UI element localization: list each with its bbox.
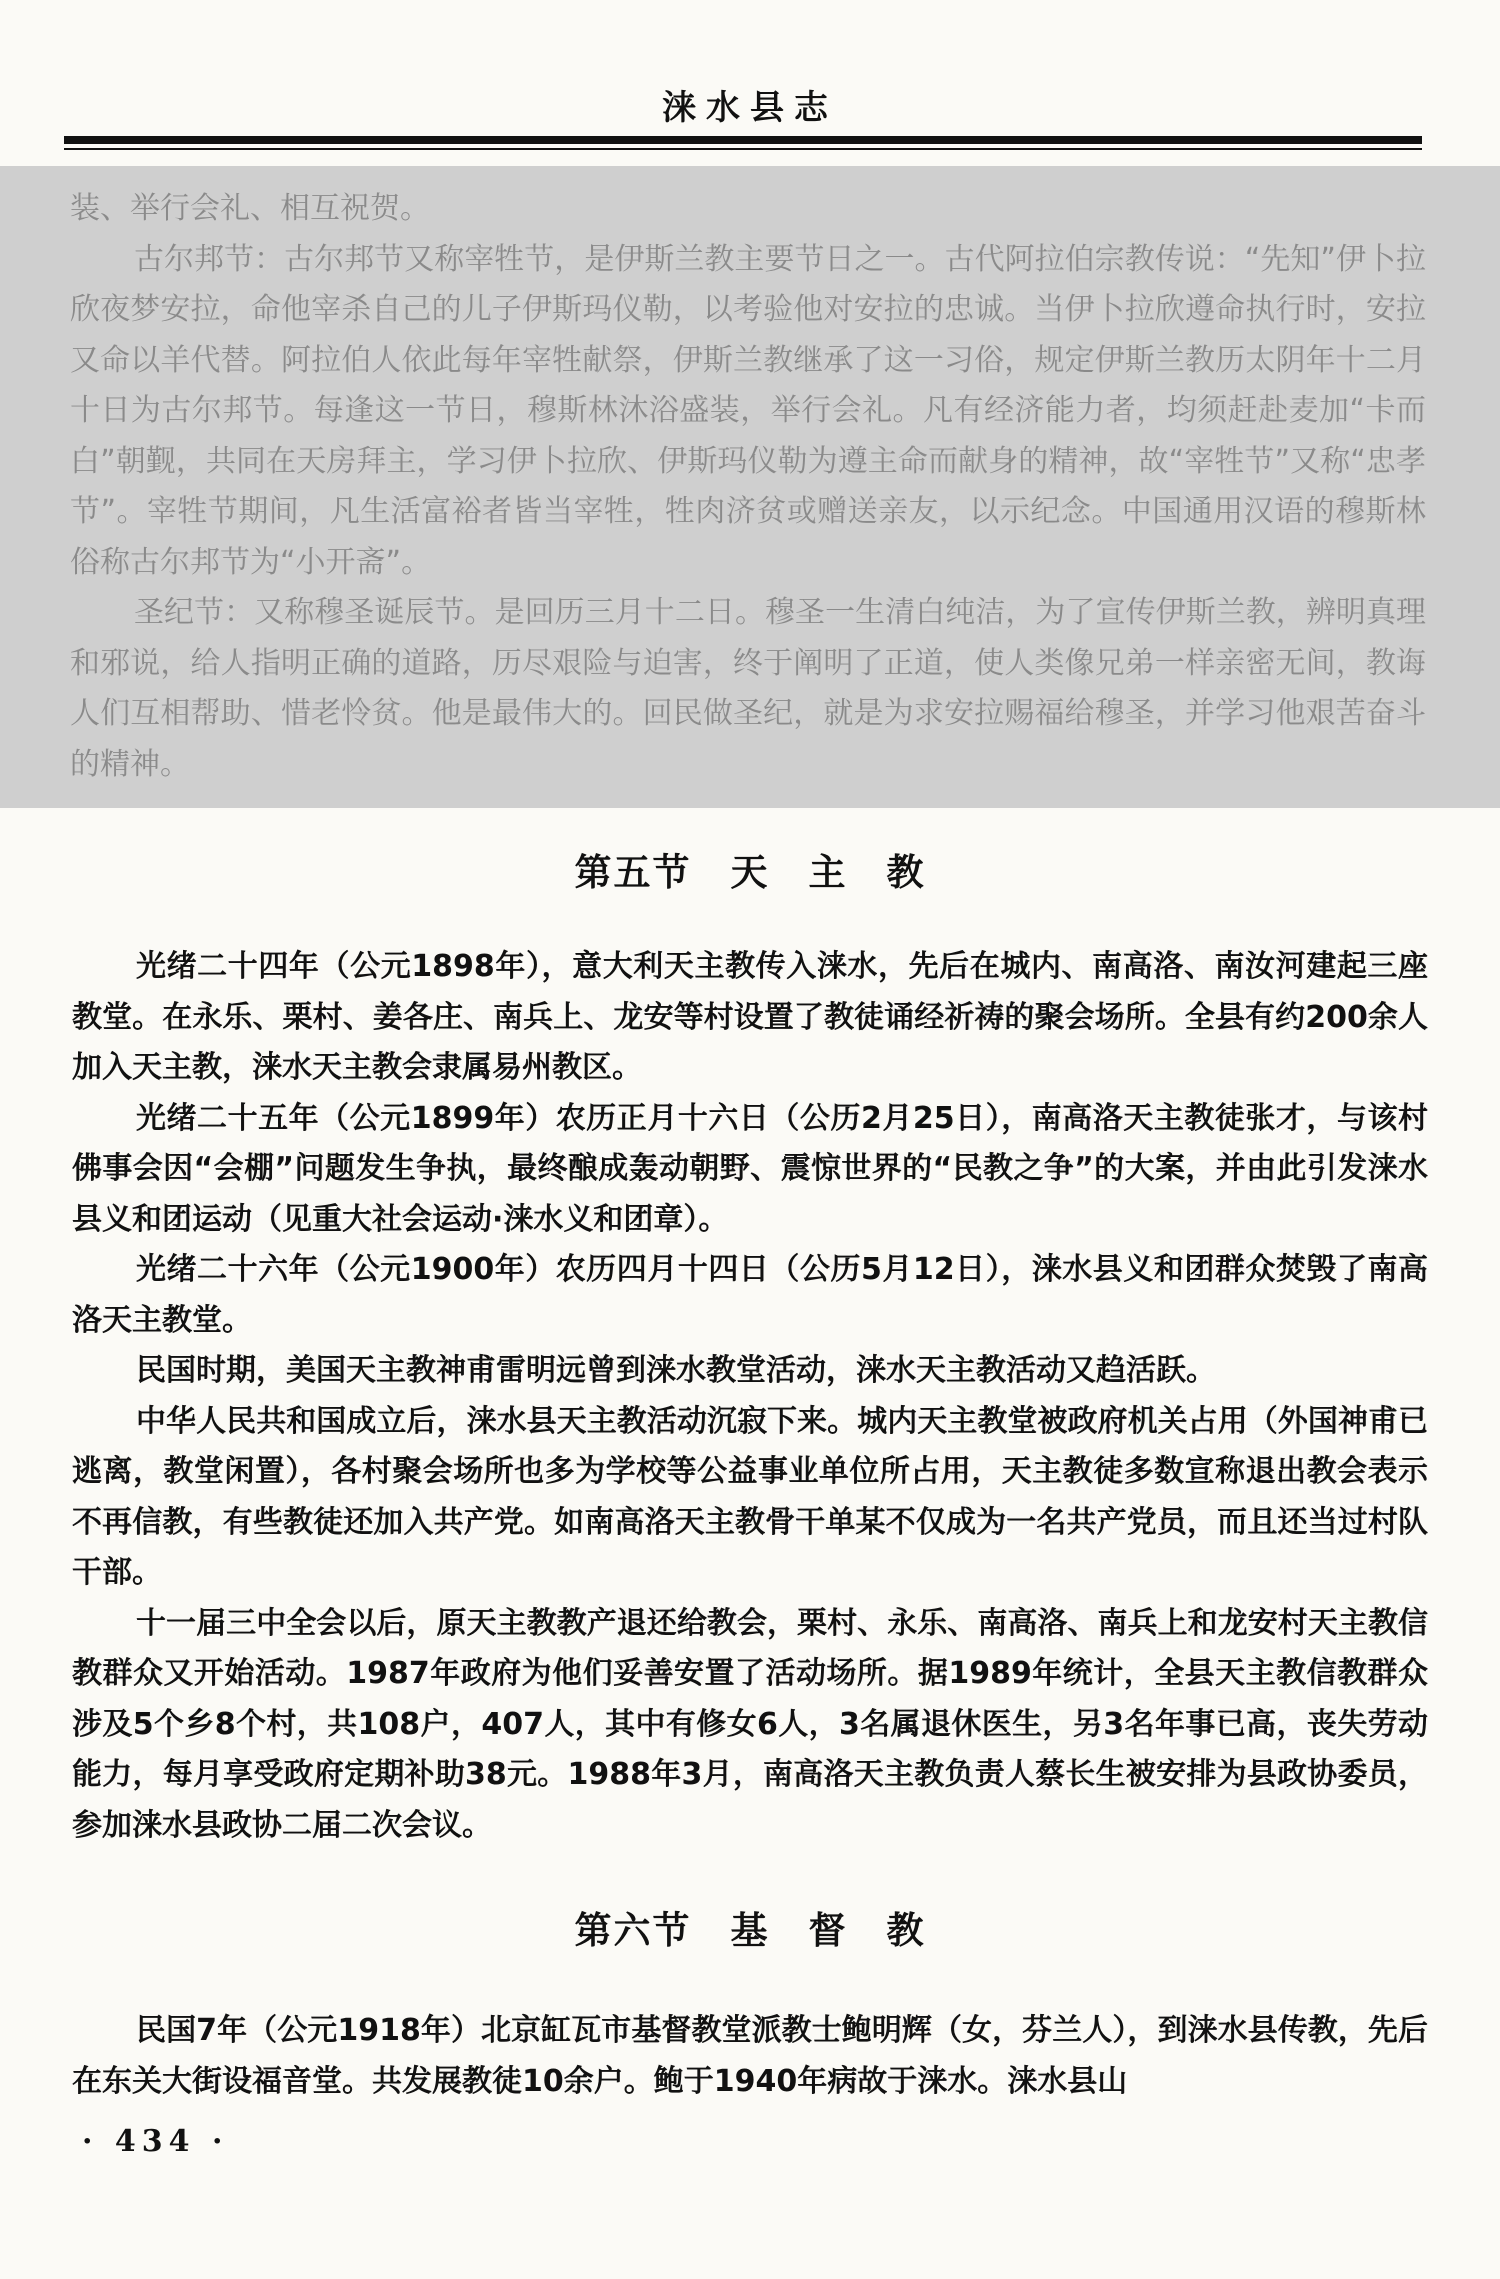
body-paragraph: 民国7年（公元1918年）北京缸瓦市基督教堂派教士鲍明辉（女，芬兰人），到涞水县传教，先后在东关大街设福音堂。共发展教徒10余户。鲍于1940年病故于涞水。涞水县山 xyxy=(72,2013,1428,2099)
body-paragraph: 十一届三中全会以后，原天主教教产退还给教会，栗村、永乐、南高洛、南兵上和龙安村天主教信教群众又开始活动。1987年政府为他们妥善安置了活动场所。据1989年统计，全县天主教信教群众涉及5个乡8个村，共108户，407人，其中有修女6人，3名属退休医生，另3名年事已高，丧失劳动能力，每月享受政府定期补助38元。1988年3月，南高洛天主教负责人蔡长生被安排为县政协委员，参加涞水县政协二届二次会议。 xyxy=(72,1605,1428,1843)
header-rule-thin xyxy=(64,148,1422,150)
page-number: · 434 · xyxy=(82,2124,229,2159)
grey-paragraph: 装、举行会礼、相互祝贺。 xyxy=(70,191,430,226)
section-title-catholicism: 第五节 天 主 教 xyxy=(574,850,926,894)
section-title-christianity: 第六节 基 督 教 xyxy=(574,1908,926,1952)
header-rule-thick xyxy=(64,136,1422,144)
body-paragraph: 光绪二十五年（公元1899年）农历正月十六日（公历2月25日），南高洛天主教徒张才，与该村佛事会因“会棚”问题发生争执，最终酿成轰动朝野、震惊世界的“民教之争”的大案，并由此引发涞水县义和团运动（见重大社会运动·涞水义和团章）。 xyxy=(72,1100,1428,1237)
body-paragraph: 光绪二十四年（公元1898年），意大利天主教传入涞水，先后在城内、南高洛、南汝河建起三座教堂。在永乐、栗村、姜各庄、南兵上、龙安等村设置了教徒诵经祈祷的聚会场所。全县有约200余人加入天主教，涞水天主教会隶属易州教区。 xyxy=(72,949,1428,1085)
section6-body xyxy=(72,2006,1428,2107)
grey-text-column xyxy=(70,184,1426,790)
body-paragraph: 民国时期，美国天主教神甫雷明远曾到涞水教堂活动，涞水天主教活动又趋活跃。 xyxy=(136,1353,1216,1388)
section5-body xyxy=(72,942,1428,1851)
header-title: 涞水县志 xyxy=(662,88,838,128)
grey-paragraph: 古尔邦节：古尔邦节又称宰牲节，是伊斯兰教主要节日之一。古代阿拉伯宗教传说：“先知”伊卜拉欣夜梦安拉，命他宰杀自己的儿子伊斯玛仪勒，以考验他对安拉的忠诚。当伊卜拉欣遵命执行时，安拉又命以羊代替。阿拉伯人依此每年宰牲献祭，伊斯兰教继承了这一习俗，规定伊斯兰教历太阴年十二月十日为古尔邦节。每逢这一节日，穆斯林沐浴盛装，举行会礼。凡有经济能力者，均须赶赴麦加“卡而白”朝觐，共同在天房拜主，学习伊卜拉欣、伊斯玛仪勒为遵主命而献身的精神，故“宰牲节”又称“忠孝节”。宰牲节期间，凡生活富裕者皆当宰牲，牲肉济贫或赠送亲友，以示纪念。中国通用汉语的穆斯林俗称古尔邦节为“小开斋”。 xyxy=(70,241,1426,580)
body-paragraph: 中华人民共和国成立后，涞水县天主教活动沉寂下来。城内天主教堂被政府机关占用（外国神甫已逃离，教堂闲置），各村聚会场所也多为学校等公益事业单位所占用，天主教徒多数宣称退出教会表示不再信教，有些教徒还加入共产党。如南高洛天主教骨干单某不仅成为一名共产党员，而且还当过村队干部。 xyxy=(72,1403,1428,1590)
grey-paragraph: 圣纪节：又称穆圣诞辰节。是回历三月十二日。穆圣一生清白纯洁，为了宣传伊斯兰教，辨明真理和邪说，给人指明正确的道路，历尽艰险与迫害，终于阐明了正道，使人类像兄弟一样亲密无间，教诲人们互相帮助、惜老怜贫。他是最伟大的。回民做圣纪，就是为求安拉赐福给穆圣，并学习他艰苦奋斗的精神。 xyxy=(70,595,1426,782)
grey-shaded-block xyxy=(0,166,1500,808)
body-paragraph: 光绪二十六年（公元1900年）农历四月十四日（公历5月12日），涞水县义和团群众焚毁了南高洛天主教堂。 xyxy=(72,1252,1428,1338)
